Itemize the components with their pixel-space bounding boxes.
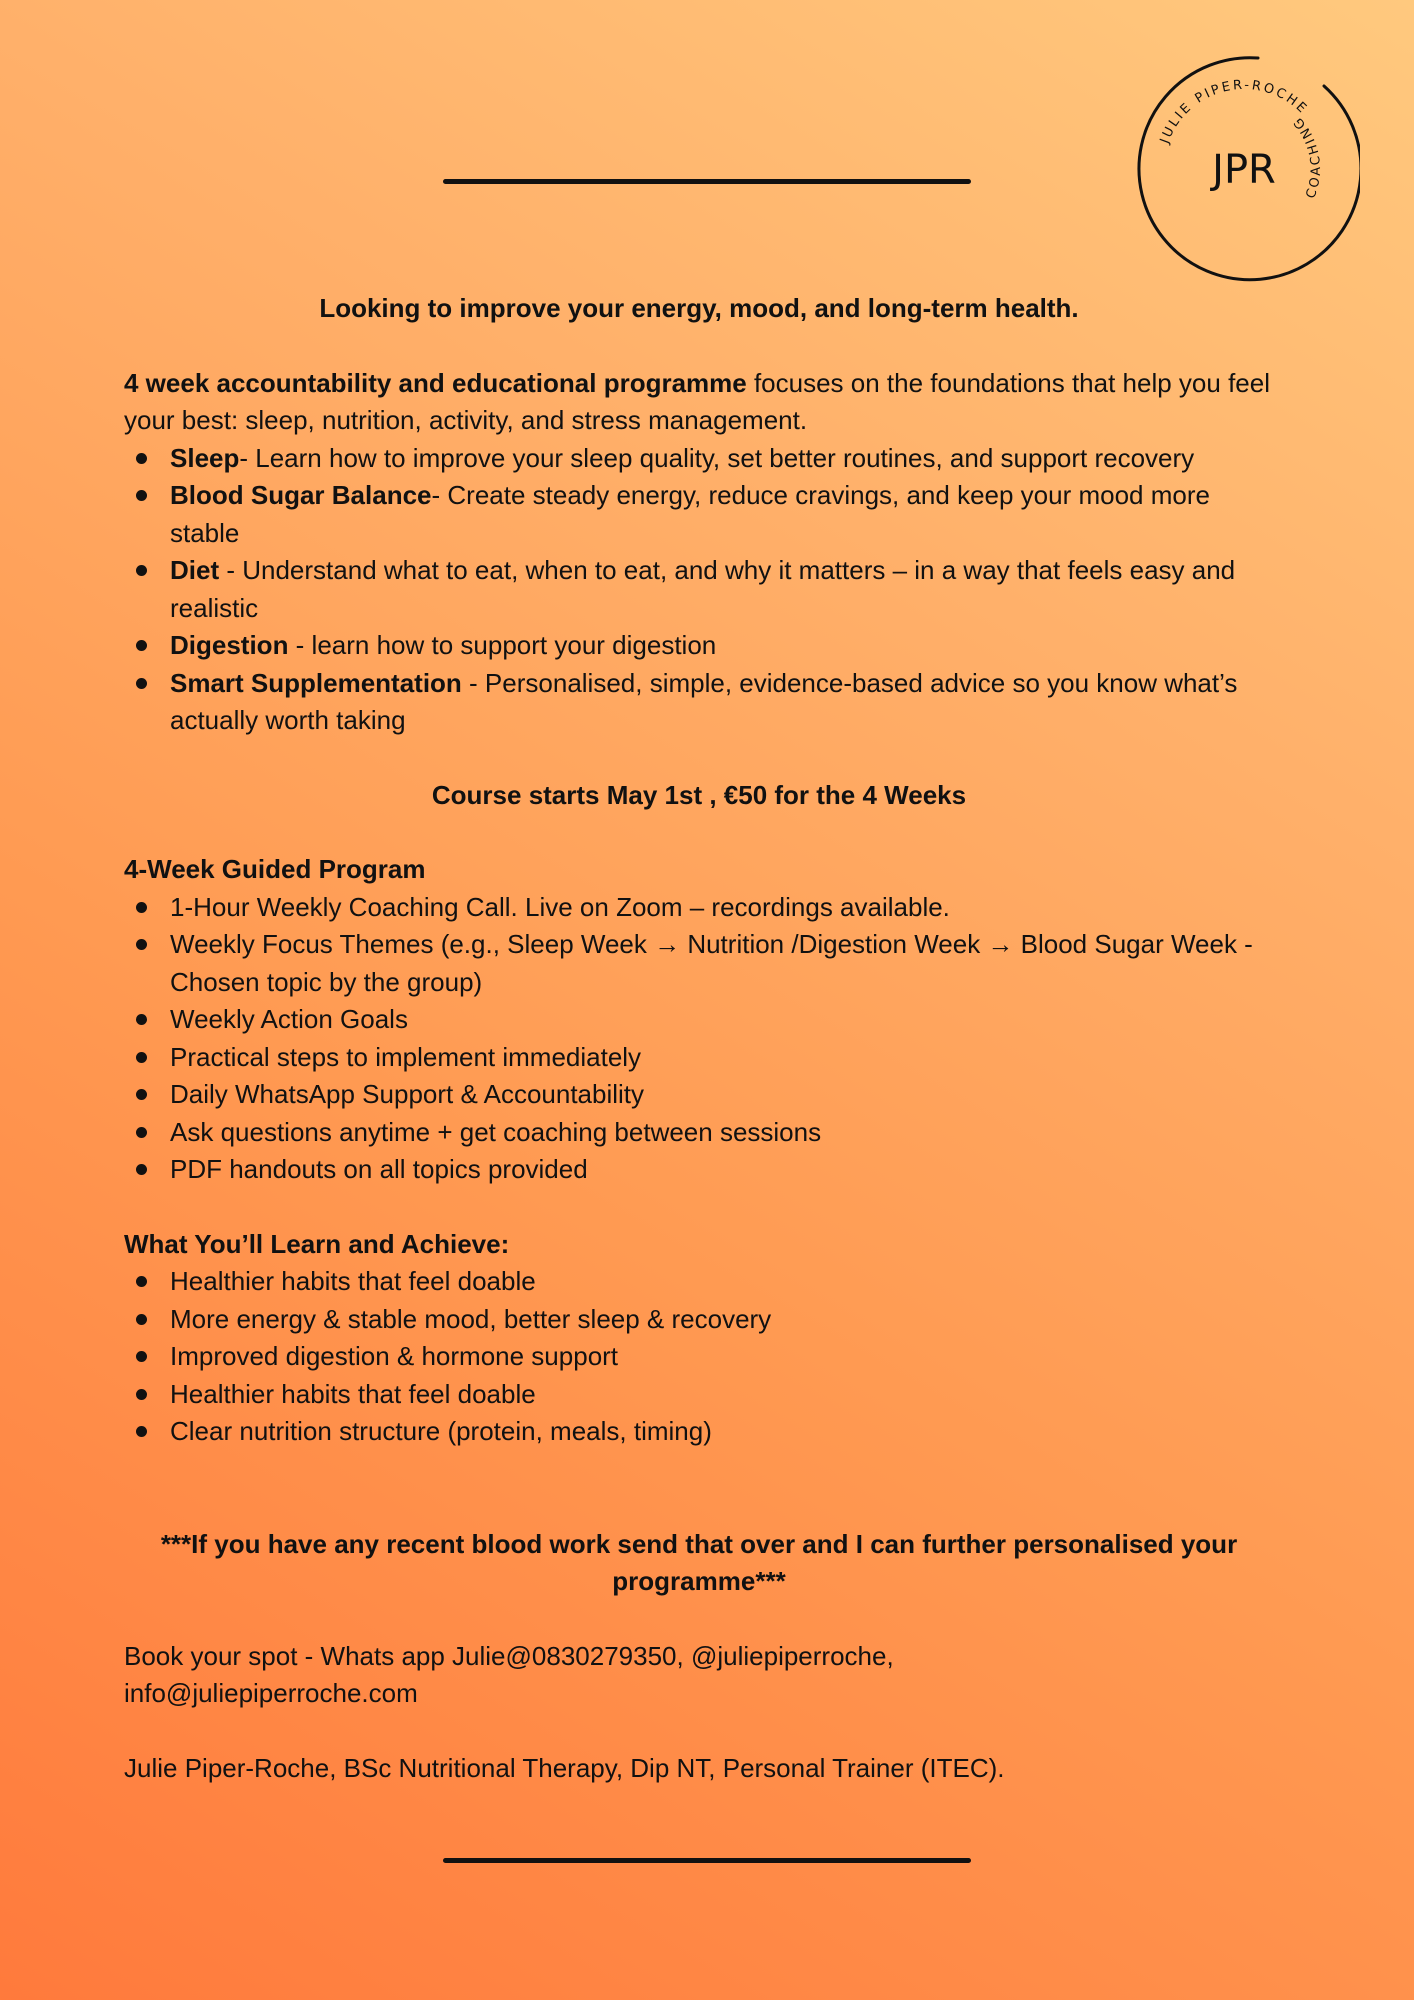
list-item: More energy & stable mood, better sleep & recovery <box>124 1301 1274 1339</box>
list-item: Improved digestion & hormone support <box>124 1338 1274 1376</box>
list-item: Weekly Focus Themes (e.g., Sleep Week → Nutrition /Digestion Week → Blood Sugar Week - Chosen topic by the group) <box>124 926 1274 1001</box>
list-item: Healthier habits that feel doable <box>124 1376 1274 1414</box>
list-item: 1-Hour Weekly Coaching Call. Live on Zoom – recordings available. <box>124 889 1274 927</box>
focus-item-text: - Create steady energy, reduce cravings, and keep your mood more stable <box>170 480 1210 548</box>
focus-list <box>124 440 1274 740</box>
booking-contact: Book your spot - Whats app Julie@0830279350, @juliepiperroche, info@juliepiperroche.com <box>124 1640 894 1708</box>
focus-item-text: - learn how to support your digestion <box>288 630 717 660</box>
logo-ring-bottom-text: COACHING <box>1289 112 1325 201</box>
credentials: Julie Piper-Roche, BSc Nutritional Therapy, Dip NT, Personal Trainer (ITEC). <box>124 1752 1005 1783</box>
flyer-content <box>124 290 1274 1787</box>
headline: Looking to improve your energy, mood, and long-term health. <box>319 293 1079 323</box>
list-item: PDF handouts on all topics provided <box>124 1151 1274 1189</box>
list-item: Clear nutrition structure (protein, meals, timing) <box>124 1413 1274 1451</box>
focus-item-title: Sleep <box>170 442 240 473</box>
bloodwork-note: ***If you have any recent blood work send that over and I can further personalised your programme*** <box>160 1528 1238 1596</box>
list-item: Weekly Action Goals <box>124 1001 1274 1039</box>
learn-list <box>124 1263 1274 1451</box>
course-start-line: Course starts May 1st , €50 for the 4 Weeks <box>431 779 967 810</box>
focus-item-digestion <box>124 627 1274 665</box>
logo-monogram: JPR <box>1212 147 1276 193</box>
focus-item-sleep <box>124 440 1274 478</box>
focus-item-text: - Understand what to eat, when to eat, and why it matters – in a way that feels easy and realistic <box>170 555 1236 623</box>
focus-item-text: - Learn how to improve your sleep quality, set better routines, and support recovery <box>239 442 1195 473</box>
focus-item-supplementation <box>124 665 1274 740</box>
logo-ring-top-text: JULIE PIPER-ROCHE <box>1157 77 1311 146</box>
bottom-divider <box>443 1858 971 1863</box>
focus-item-title: Diet <box>170 555 220 585</box>
focus-item-title: Blood Sugar Balance <box>170 480 432 510</box>
focus-item-title: Digestion <box>170 630 289 660</box>
focus-item-title: Smart Supplementation <box>170 667 462 698</box>
intro-paragraph <box>124 365 1274 440</box>
list-item: Healthier habits that feel doable <box>124 1263 1274 1301</box>
top-divider <box>443 179 971 184</box>
program-title: 4-Week Guided Program <box>124 854 426 884</box>
list-item: Practical steps to implement immediately <box>124 1039 1274 1077</box>
list-item: Daily WhatsApp Support & Accountability <box>124 1076 1274 1114</box>
learn-title: What You’ll Learn and Achieve: <box>124 1228 510 1259</box>
intro-text: focuses on the foundations that help you feel your best: sleep, nutrition, activity, and stress management. <box>124 367 1270 435</box>
focus-item-blood-sugar <box>124 477 1274 552</box>
program-list <box>124 889 1274 1189</box>
list-item: Ask questions anytime + get coaching between sessions <box>124 1114 1274 1152</box>
jpr-coaching-logo <box>1128 53 1360 285</box>
focus-item-diet <box>124 552 1274 627</box>
intro-bold: 4 week accountability and educational programme <box>124 367 747 398</box>
focus-item-text: - Personalised, simple, evidence-based advice so you know what’s actually worth taking <box>170 667 1238 735</box>
